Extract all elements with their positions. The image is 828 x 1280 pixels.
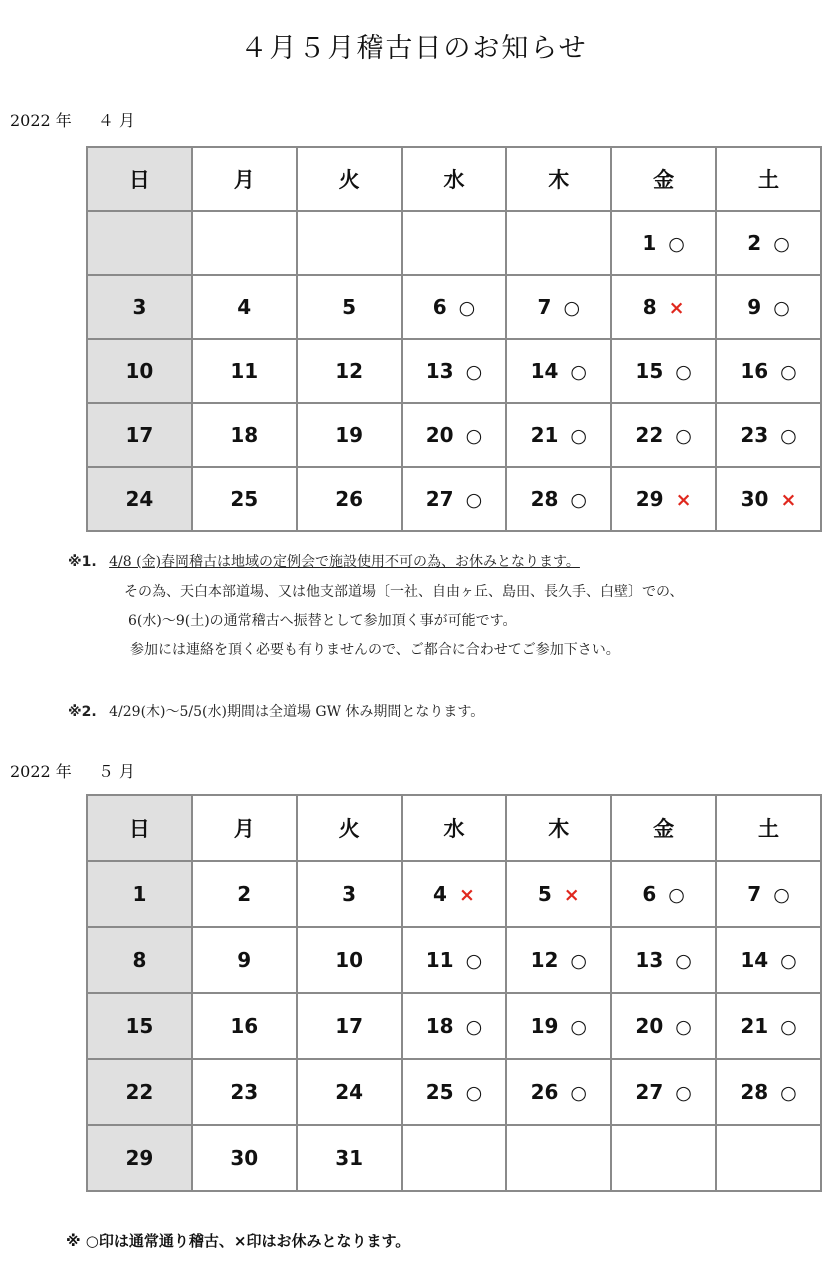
closed-mark: × [780,489,797,511]
calendar-day-cell [297,1059,402,1125]
calendar-day-cell [716,1059,821,1125]
calendar-day-cell [402,1059,507,1125]
calendar-day-cell [297,861,402,927]
april-month: ４ 月 [97,111,135,130]
weekday-header: 土 [716,147,821,211]
calendar-week-row [87,467,821,531]
day-number: 13 [635,948,664,972]
note-2-text: 4/29(木)～5/5(水)期間は全道場 GW 休み期間となります。 [109,704,485,720]
weekday-header: 火 [297,795,402,861]
day-number: 13 [425,359,454,383]
calendar-day-cell [506,211,611,275]
day-number: 29 [125,1146,154,1170]
calendar-day-cell [716,467,821,531]
day-number: 27 [635,1080,664,1104]
calendar-day-cell [506,467,611,531]
calendar-day-cell [611,467,716,531]
note-1 [68,551,580,571]
calendar-day-cell [192,211,297,275]
calendar-day-cell [611,1125,716,1191]
day-number: 9 [747,295,762,319]
open-mark: ○ [780,361,797,383]
day-number: 11 [425,948,454,972]
calendar-day-cell [716,1125,821,1191]
closed-mark: × [668,297,685,319]
weekday-header: 火 [297,147,402,211]
open-mark: ○ [773,297,790,319]
calendar-day-cell [297,339,402,403]
calendar-day-cell [297,993,402,1059]
day-number: 28 [530,487,559,511]
calendar-day-cell [87,467,192,531]
day-number: 12 [530,948,559,972]
calendar-week-row [87,993,821,1059]
calendar-day-cell [716,339,821,403]
calendar-day-cell [192,1125,297,1191]
day-number: 30 [230,1146,259,1170]
open-mark: ○ [668,884,685,906]
open-mark: ○ [675,361,692,383]
day-number: 18 [425,1014,454,1038]
open-mark: ○ [780,1082,797,1104]
day-number: 19 [335,423,364,447]
calendar-week-row [87,1059,821,1125]
calendar-week-row [87,211,821,275]
may-heading [10,759,135,782]
weekday-header: 日 [87,147,192,211]
day-number: 24 [125,487,154,511]
may-month: ５ 月 [97,762,135,781]
calendar-day-cell [87,1125,192,1191]
calendar-day-cell [716,275,821,339]
calendar-day-cell [506,339,611,403]
open-mark: ○ [465,361,483,383]
calendar-day-cell [192,927,297,993]
april-year: 2022 年 [10,111,72,130]
legend-footnote: ※ ○印は通常通り稽古、×印はお休みとなります。 [66,1232,411,1250]
open-mark: ○ [465,489,483,511]
note-1-line-2: その為、天白本部道場、又は他支部道場〔一社、自由ヶ丘、島田、長久手、白壁〕での、 [124,584,684,600]
day-number: 16 [230,1014,259,1038]
weekday-header: 土 [716,795,821,861]
weekday-header-row [87,147,821,211]
note-1-mark: ※1. [68,554,97,570]
day-number: 25 [230,487,259,511]
weekday-header: 木 [506,795,611,861]
day-number: 16 [740,359,769,383]
calendar-day-cell [611,861,716,927]
day-number: 15 [125,1014,154,1038]
calendar-day-cell [716,927,821,993]
open-mark: ○ [773,233,790,255]
calendar-day-cell [402,275,507,339]
day-number: 27 [425,487,454,511]
april-calendar-table [86,146,822,532]
calendar-day-cell [506,927,611,993]
calendar-day-cell [192,993,297,1059]
day-number: 14 [740,948,769,972]
day-number: 20 [425,423,454,447]
day-number: 15 [635,359,664,383]
day-number: 30 [740,487,769,511]
open-mark: ○ [570,1016,588,1038]
day-number: 18 [230,423,259,447]
day-number: 1 [132,882,147,906]
open-mark: ○ [570,489,588,511]
open-mark: ○ [675,1082,692,1104]
calendar-week-row [87,339,821,403]
calendar-day-cell [192,467,297,531]
calendar-day-cell [716,403,821,467]
day-number: 12 [335,359,364,383]
calendar-day-cell [297,1125,402,1191]
weekday-header: 日 [87,795,192,861]
day-number: 21 [740,1014,769,1038]
day-number: 7 [747,882,762,906]
weekday-header-row [87,795,821,861]
note-1-line-4: 参加には連絡を頂く必要も有りませんので、ご都合に合わせてご参加下さい。 [130,642,620,658]
calendar-week-row [87,1125,821,1191]
open-mark: ○ [675,1016,692,1038]
day-number: 3 [342,882,357,906]
weekday-header: 月 [192,147,297,211]
day-number: 4 [433,882,447,906]
day-number: 1 [642,231,657,255]
calendar-day-cell [611,275,716,339]
calendar-day-cell [611,927,716,993]
open-mark: ○ [780,425,797,447]
page-title: ４月５月稽古日のお知らせ [240,33,588,64]
day-number: 9 [237,948,252,972]
day-number: 6 [432,295,447,319]
calendar-week-row [87,403,821,467]
calendar-day-cell [87,1059,192,1125]
open-mark: ○ [465,950,483,972]
calendar-week-row [87,275,821,339]
open-mark: ○ [570,361,588,383]
april-heading [10,108,135,131]
day-number: 14 [530,359,559,383]
day-number: 10 [125,359,154,383]
calendar-day-cell [506,1059,611,1125]
day-number: 22 [125,1080,154,1104]
day-number: 6 [642,882,657,906]
open-mark: ○ [570,1082,588,1104]
note-1-line-1: 4/8 (金)春岡稽古は地域の定例会で施設使用不可の為、お休みとなります。 [109,554,580,570]
calendar-week-row [87,861,821,927]
calendar-day-cell [506,993,611,1059]
calendar-day-cell [611,1059,716,1125]
weekday-header: 水 [402,795,507,861]
calendar-day-cell [87,275,192,339]
day-number: 7 [537,295,552,319]
calendar-day-cell [192,339,297,403]
day-number: 23 [740,423,769,447]
weekday-header: 水 [402,147,507,211]
calendar-day-cell [192,861,297,927]
note-2 [68,701,484,721]
calendar-day-cell [297,275,402,339]
day-number: 11 [230,359,259,383]
calendar-day-cell [192,275,297,339]
closed-mark: × [458,884,475,906]
day-number: 2 [237,882,252,906]
day-number: 24 [335,1080,364,1104]
calendar-day-cell [402,467,507,531]
day-number: 2 [747,231,762,255]
may-calendar-table [86,794,822,1192]
open-mark: ○ [668,233,685,255]
weekday-header: 月 [192,795,297,861]
note-1-line-3: 6(水)～9(土)の通常稽古へ振替として参加頂く事が可能です。 [128,613,517,629]
may-year: 2022 年 [10,762,72,781]
calendar-week-row [87,927,821,993]
open-mark: ○ [773,884,790,906]
calendar-day-cell [87,993,192,1059]
open-mark: ○ [458,297,476,319]
day-number: 5 [342,295,357,319]
calendar-day-cell [297,403,402,467]
open-mark: ○ [780,950,797,972]
calendar-day-cell [192,1059,297,1125]
day-number: 5 [537,882,552,906]
day-number: 3 [132,295,147,319]
day-number: 26 [335,487,364,511]
calendar-day-cell [506,403,611,467]
calendar-day-cell [716,211,821,275]
day-number: 23 [230,1080,259,1104]
calendar-day-cell [716,993,821,1059]
calendar-day-cell [87,211,192,275]
calendar-day-cell [297,467,402,531]
calendar-day-cell [506,1125,611,1191]
closed-mark: × [675,489,692,511]
day-number: 17 [125,423,154,447]
day-number: 20 [635,1014,664,1038]
day-number: 4 [237,295,252,319]
calendar-day-cell [506,275,611,339]
open-mark: ○ [563,297,581,319]
weekday-header: 金 [611,147,716,211]
calendar-day-cell [87,861,192,927]
calendar-day-cell [402,927,507,993]
calendar-day-cell [192,403,297,467]
open-mark: ○ [465,425,483,447]
open-mark: ○ [780,1016,797,1038]
day-number: 8 [132,948,147,972]
closed-mark: × [563,884,580,906]
day-number: 26 [530,1080,559,1104]
calendar-day-cell [402,861,507,927]
open-mark: ○ [570,425,588,447]
open-mark: ○ [675,950,692,972]
calendar-day-cell [611,339,716,403]
day-number: 19 [530,1014,559,1038]
open-mark: ○ [465,1016,483,1038]
day-number: 25 [425,1080,454,1104]
open-mark: ○ [570,950,588,972]
day-number: 17 [335,1014,364,1038]
calendar-day-cell [402,339,507,403]
calendar-day-cell [611,403,716,467]
calendar-day-cell [402,1125,507,1191]
calendar-day-cell [611,993,716,1059]
calendar-day-cell [402,403,507,467]
calendar-day-cell [506,861,611,927]
weekday-header: 金 [611,795,716,861]
calendar-day-cell [402,211,507,275]
day-number: 21 [530,423,559,447]
open-mark: ○ [675,425,692,447]
day-number: 22 [635,423,664,447]
day-number: 31 [335,1146,364,1170]
note-2-mark: ※2. [68,704,97,720]
calendar-day-cell [716,861,821,927]
calendar-day-cell [402,993,507,1059]
day-number: 29 [635,487,664,511]
weekday-header: 木 [506,147,611,211]
day-number: 8 [642,295,657,319]
calendar-day-cell [297,211,402,275]
calendar-day-cell [87,927,192,993]
calendar-day-cell [297,927,402,993]
calendar-day-cell [611,211,716,275]
calendar-day-cell [87,339,192,403]
day-number: 10 [335,948,364,972]
day-number: 28 [740,1080,769,1104]
calendar-day-cell [87,403,192,467]
open-mark: ○ [465,1082,483,1104]
